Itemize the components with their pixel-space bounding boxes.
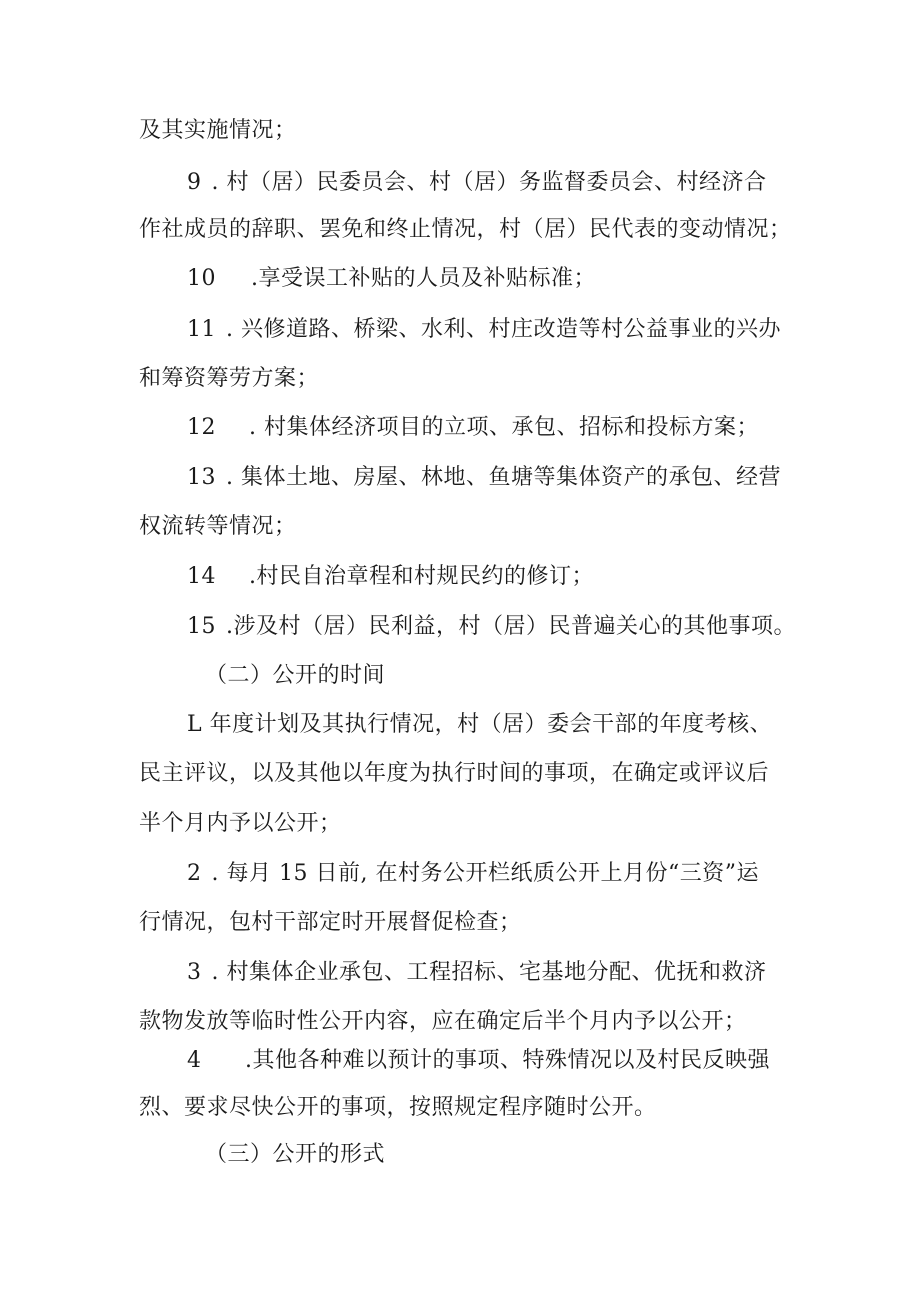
item-text: . 村集体经济项目的立项、承包、招标和投标方案； (249, 415, 759, 440)
list-item-1 (187, 710, 847, 740)
text-line (139, 215, 799, 245)
line-text: 权流转等情况； (139, 514, 297, 539)
item-number: 9 (187, 170, 202, 195)
text-line (139, 512, 799, 542)
item-text: . 村集体企业承包、工程招标、宅基地分配、优抚和救济 (211, 960, 767, 985)
line-text: 烈、要求尽快公开的事项，按照规定程序随时公开。 (139, 1095, 657, 1120)
item-text: L 年度计划及其执行情况，村（居）委会干部的年度考核、 (187, 712, 773, 737)
text-line (139, 759, 799, 789)
list-item-4 (187, 1046, 847, 1076)
item-text: .涉及村（居）民利益，村（居）民普遍关心的其他事项。 (226, 614, 796, 639)
item-text: . 兴修道路、桥梁、水利、村庄改造等村公益事业的兴办 (226, 317, 781, 342)
item-number: 10 (187, 266, 216, 291)
line-text: 及其实施情况； (139, 118, 297, 143)
text-line (139, 116, 799, 146)
item-text: . 村（居）民委员会、村（居）务监督委员会、村经济合 (211, 170, 767, 195)
item-text: . 集体土地、房屋、林地、鱼塘等集体资产的承包、经营 (226, 465, 781, 490)
item-text: .村民自治章程和村规民约的修订； (249, 564, 594, 589)
heading-text: （三）公开的形式 (205, 1142, 386, 1167)
item-number: 11 (187, 317, 216, 342)
list-item-12 (187, 413, 847, 443)
list-item-13 (187, 463, 847, 493)
item-text: .享受误工补贴的人员及补贴标准； (251, 266, 596, 291)
item-number: 13 (187, 465, 216, 490)
item-number: 15 (187, 614, 216, 639)
text-line (139, 809, 799, 839)
item-number: 12 (187, 415, 216, 440)
item-text: . 每月 15 日前, 在村务公开栏纸质公开上月份“三资”运 (211, 861, 759, 886)
list-item-10 (187, 264, 847, 294)
text-line (139, 1007, 799, 1037)
section-heading (205, 1140, 865, 1170)
list-item-15 (187, 612, 847, 642)
list-item-3 (187, 958, 847, 988)
text-line (139, 1093, 799, 1123)
text-line (139, 364, 799, 394)
list-item-11 (187, 315, 847, 345)
list-item-2 (187, 859, 847, 889)
list-item-14 (187, 562, 847, 592)
list-item-9 (187, 168, 847, 198)
text-line (139, 908, 799, 938)
item-number: 4 (187, 1048, 202, 1073)
line-text: 作社成员的辞职、罢免和终止情况，村（居）民代表的变动情况； (139, 217, 792, 242)
item-text: .其他各种难以预计的事项、特殊情况以及村民反映强 (245, 1048, 770, 1073)
line-text: 半个月内予以公开； (139, 811, 342, 836)
item-number: 3 (187, 960, 202, 985)
section-heading (205, 661, 865, 691)
item-number: 14 (187, 564, 216, 589)
line-text: 和筹资筹劳方案； (139, 366, 320, 391)
line-text: 民主评议，以及其他以年度为执行时间的事项，在确定或评议后 (139, 761, 770, 786)
line-text: 行情况，包村干部定时开展督促检查； (139, 910, 522, 935)
item-number: 2 (187, 861, 202, 886)
heading-text: （二）公开的时间 (205, 663, 386, 688)
line-text: 款物发放等临时性公开内容，应在确定后半个月内予以公开； (139, 1009, 747, 1034)
